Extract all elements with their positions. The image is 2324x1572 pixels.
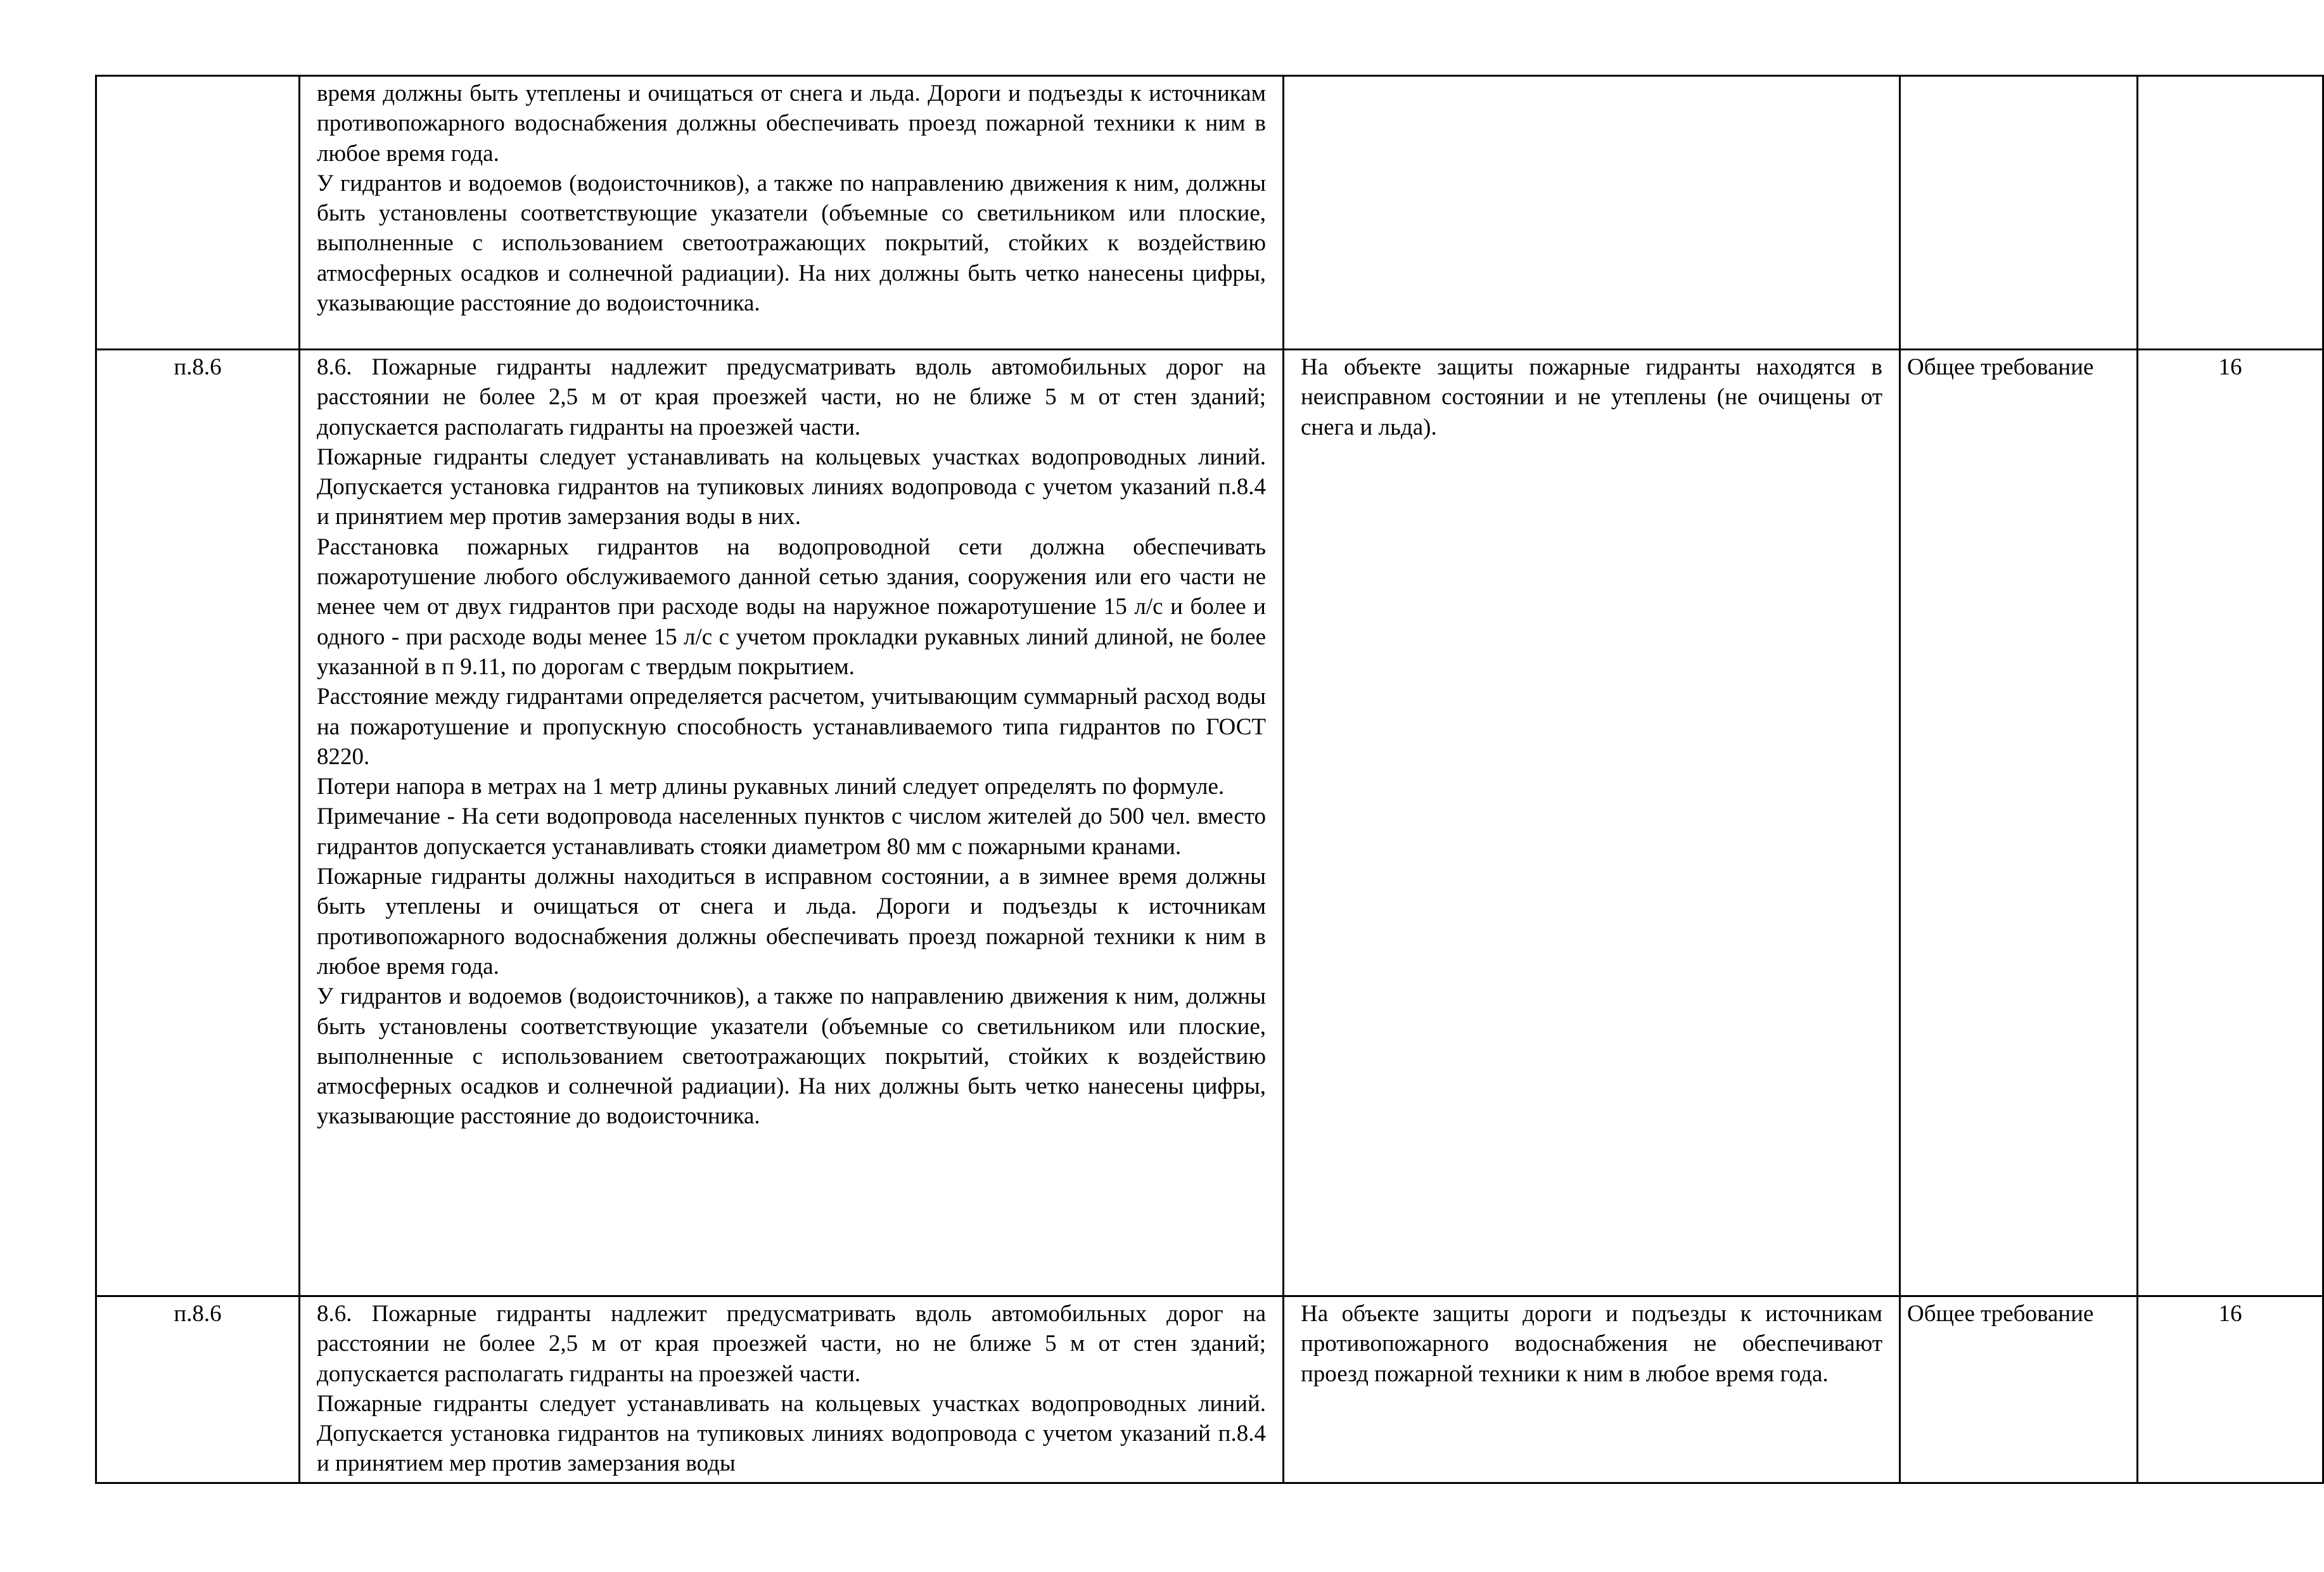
norm-paragraph: время должны быть утеплены и очищаться от снега и льда. Дороги и подъезды к источникам противопожарного водоснабжения должны обеспечивать проезд пожарной техники к ним в любое время года. (317, 80, 1266, 167)
norm-paragraph: Пожарные гидранты должны находиться в исправном состоянии, а в зимнее время должны быть утеплены и очищаться от снега и льда. Дороги и подъезды к источникам противопожарного водоснабжения должны обеспечивать проезд пожарной техники к ним в любое время года. (317, 864, 1266, 980)
violation-description (1284, 350, 1900, 1296)
row-reference (96, 76, 300, 350)
table-row (96, 76, 2323, 350)
norm-paragraph: У гидрантов и водоемов (водоисточников), а также по направлению движения к ним, должны быть установлены соответствующие указатели (объемные со светильником или плоские, выполненные с использованием светоотражающих покрытий, стойких к воздействию атмосферных осадков и солнечной радиации). На них должны быть четко нанесены цифры, указывающие расстояние до водоисточника. (317, 170, 1266, 317)
violations-table (95, 75, 2324, 1484)
norm-paragraph: Расстояние между гидрантами определяется расчетом, учитывающим суммарный расход воды на пожаротушение и пропускную способность устанавливаемого типа гидрантов по ГОСТ 8220. (317, 684, 1266, 770)
violation-text: На объекте защиты дороги и подъезды к источникам противопожарного водоснабжения не обеспечивают проезд пожарной техники к ним в любое время года. (1301, 1301, 1882, 1387)
norm-paragraph: Пожарные гидранты следует устанавливать на кольцевых участках водопроводных линий. Допускается установка гидрантов на тупиковых линиях водопровода с учетом указаний п.8.4 и принятием мер против замерзания воды в них. (317, 444, 1266, 530)
violation-description (1284, 76, 1900, 350)
requirement-type (1900, 76, 2138, 350)
violation-text: На объекте защиты пожарные гидранты находятся в неисправном состоянии и не утеплены (не очищены от снега и льда). (1301, 354, 1882, 440)
row-reference: п.8.6 (96, 1296, 300, 1483)
row-number (2138, 76, 2323, 350)
norm-text (300, 1296, 1284, 1483)
norm-paragraph: 8.6. Пожарные гидранты надлежит предусматривать вдоль автомобильных дорог на расстоянии не более 2,5 м от края проезжей части, но не ближе 5 м от стен зданий; допускается располагать гидранты на проезжей части. (317, 1301, 1266, 1387)
requirement-type: Общее требование (1900, 350, 2138, 1296)
violation-description (1284, 1296, 1900, 1483)
norm-paragraph: Расстановка пожарных гидрантов на водопроводной сети должна обеспечивать пожаротушение любого обслуживаемого данной сетью здания, сооружения или его части не менее чем от двух гидрантов при расходе воды на наружное пожаротушение 15 л/с и более и одного - при расходе воды менее 15 л/с с учетом прокладки рукавных линий длиной, не более указанной в п 9.11, по дорогам с твердым покрытием. (317, 534, 1266, 680)
table-row (96, 350, 2323, 1296)
table-row (96, 1296, 2323, 1483)
norm-text (300, 76, 1284, 350)
norm-paragraph: Потери напора в метрах на 1 метр длины рукавных линий следует определять по формуле. (317, 774, 1225, 800)
norm-paragraph: Примечание - На сети водопровода населенных пунктов с числом жителей до 500 чел. вместо гидрантов допускается устанавливать стояки диаметром 80 мм с пожарными кранами. (317, 803, 1266, 860)
row-reference: п.8.6 (96, 350, 300, 1296)
norm-text (300, 350, 1284, 1296)
row-number: 16 (2138, 350, 2323, 1296)
requirement-type: Общее требование (1900, 1296, 2138, 1483)
norm-paragraph: Пожарные гидранты следует устанавливать на кольцевых участках водопроводных линий. Допускается установка гидрантов на тупиковых линиях водопровода с учетом указаний п.8.4 и принятием мер против замерзания воды (317, 1390, 1266, 1477)
norm-paragraph: У гидрантов и водоемов (водоисточников), а также по направлению движения к ним, должны быть установлены соответствующие указатели (объемные со светильником или плоские, выполненные с использованием светоотражающих покрытий, стойких к воздействию атмосферных осадков и солнечной радиации). На них должны быть четко нанесены цифры, указывающие расстояние до водоисточника. (317, 983, 1266, 1130)
row-number: 16 (2138, 1296, 2323, 1483)
norm-paragraph: 8.6. Пожарные гидранты надлежит предусматривать вдоль автомобильных дорог на расстоянии не более 2,5 м от края проезжей части, но не ближе 5 м от стен зданий; допускается располагать гидранты на проезжей части. (317, 354, 1266, 440)
